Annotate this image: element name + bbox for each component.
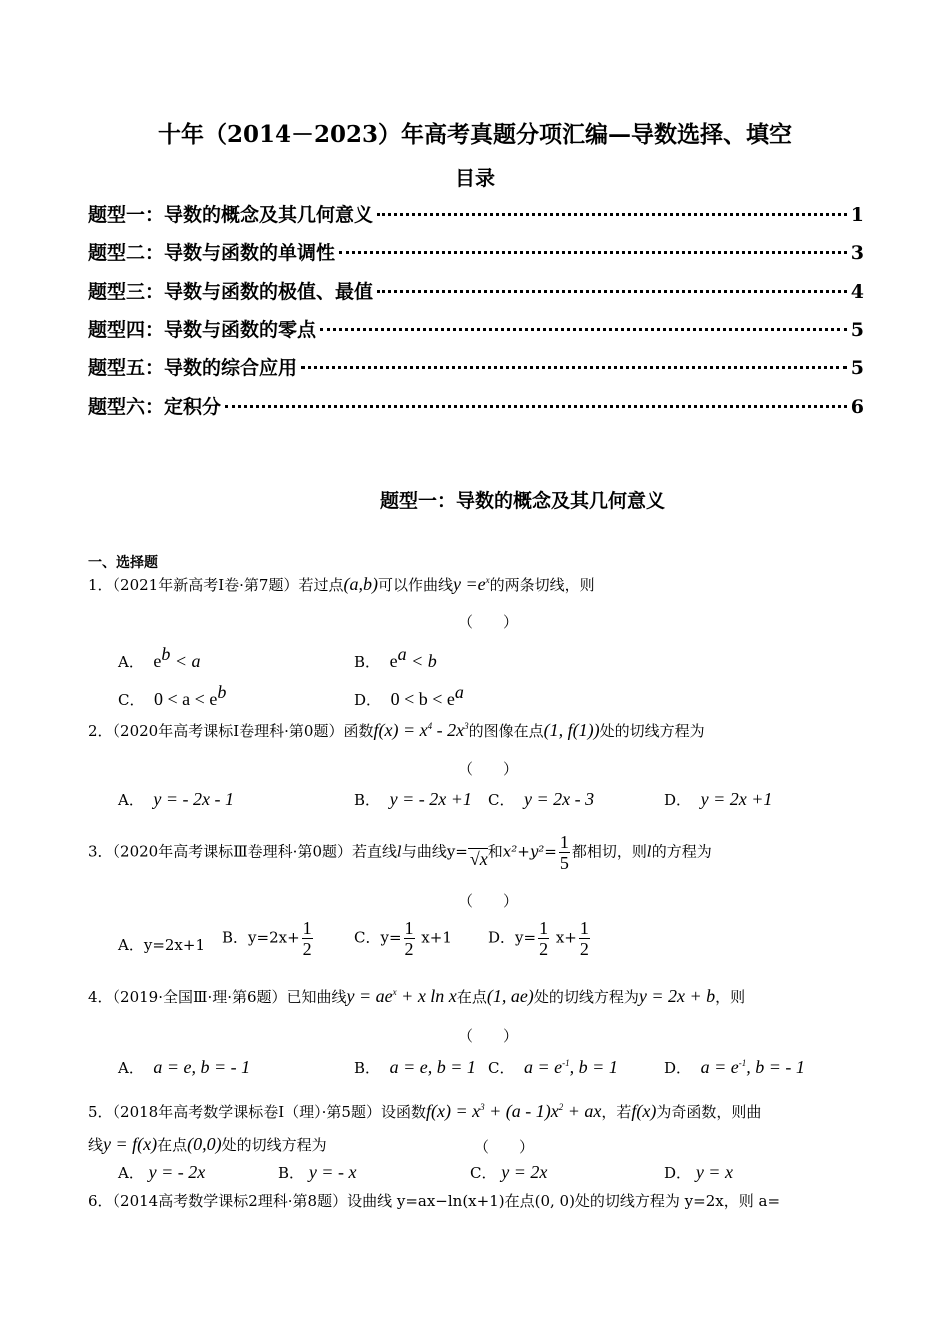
toc-item-page: 3 [850,242,864,264]
option-b[interactable]: B． y = - x [278,1162,357,1182]
toc-leader [225,405,847,408]
answer-blank: （ ） [458,1027,519,1045]
toc-item-label: 题型一：导数的概念及其几何意义 [88,204,374,226]
option-d[interactable]: D． $a = e^{-1}$, b = - 1 [664,1057,805,1077]
toc-leader [377,290,847,293]
toc-item-page: 4 [850,281,864,303]
toc-heading: 目录 [455,166,495,190]
option-d[interactable]: D． y = 2x +1 [664,789,773,809]
toc-item[interactable] [88,392,864,422]
option-c[interactable]: C．y= $\frac{1}{2}$ x+1 [354,918,452,959]
toc-item-page: 5 [850,357,864,379]
option-a[interactable]: A．y=2x+1 [118,936,206,954]
toc-item[interactable] [88,315,864,345]
document-title: 十年（2014－2023）年高考真题分项汇编—导数选择、填空 [157,121,793,148]
question-4: 4．（2019·全国Ⅲ·理·第6题）已知曲线$y = ae^x + x$ ln x在点(1, ae)处的切线方程为y = 2x + b，则 [88,986,746,1006]
question-5: 5．（2018年高考数学课标卷Ⅰ（理）·第5题）设函数$f(x) = x^3 + (a - 1)x^2$ + ax，若f(x)为奇函数，则曲 [88,1101,762,1121]
option-a[interactable]: A． y = - 2x [118,1162,206,1182]
answer-blank: （ ） [458,760,519,778]
option-b[interactable]: B． $e^a < b$ [354,644,437,671]
option-b[interactable]: B． a = e, b = 1 [354,1057,476,1077]
toc-item-page: 5 [850,319,864,341]
toc-item-page: 1 [850,204,864,226]
question-3: 3．（2020年高考课标Ⅲ卷理科·第0题）若直线l与曲线y= √x和x²+y²= $\frac{1}{5}$ 都相切，则l的方程为 [88,832,712,873]
option-a[interactable]: A． y = - 2x - 1 [118,789,235,809]
question-1: 1．（2021年新高考Ⅰ卷·第7题）若过点(a,b)可以作曲线$y =e^x$的两条切线，则 [88,574,595,594]
toc-item-label: 题型三：导数与函数的极值、最值 [88,281,374,303]
toc-item[interactable] [88,238,864,268]
toc-item[interactable] [88,277,864,307]
section-subheading: 一、选择题 [88,554,158,570]
section-title: 题型一：导数的概念及其几何意义 [379,490,665,512]
question-6: 6．（2014高考数学课标2理科·第8题）设曲线 y=ax−ln(x+1)在点(0, 0)处的切线方程为 y=2x，则 a= [88,1192,781,1210]
toc-item[interactable] [88,200,864,230]
toc-item-label: 题型二：导数与函数的单调性 [88,242,336,264]
question-5-line-2: 线y = f(x)在点(0,0)处的切线方程为 [88,1134,327,1154]
option-b[interactable]: B． y = - 2x +1 [354,789,472,809]
option-c[interactable]: C． $a = e^{-1}$, b = 1 [488,1057,618,1077]
question-2: 2．（2020年高考课标Ⅰ卷理科·第0题）函数$f(x) = x^4 - 2x^3$的图像在点(1, f(1))处的切线方程为 [88,720,705,740]
answer-blank: （ ） [458,613,519,631]
toc-leader [301,366,847,369]
option-d[interactable]: D．y= $\frac{1}{2}$ x+ $\frac{1}{2}$ [488,918,589,959]
answer-blank: （ ） [474,1138,535,1156]
toc-item-label: 题型六：定积分 [88,396,222,418]
answer-blank: （ ） [458,892,519,910]
fraction: $\frac{1}{5}$ [559,832,569,873]
toc-leader [320,328,847,331]
sqrt-expression: √x [469,848,488,869]
toc-item-label: 题型五：导数的综合应用 [88,357,298,379]
toc-item-page: 6 [850,396,864,418]
toc-item[interactable] [88,353,864,383]
option-a[interactable]: A． a = e, b = - 1 [118,1057,251,1077]
option-c[interactable]: C． y = 2x [470,1162,548,1182]
toc-leader [339,251,847,254]
toc-item-label: 题型四：导数与函数的零点 [88,319,317,341]
option-c[interactable]: C． $0 < a < e^b$ [118,682,227,709]
toc-leader [377,213,847,216]
option-a[interactable]: A． $e^b < a$ [118,644,201,671]
option-d[interactable]: D． y = x [664,1162,733,1182]
option-c[interactable]: C． y = 2x - 3 [488,789,595,809]
option-b[interactable]: B．y=2x+ $\frac{1}{2}$ [222,918,312,959]
option-d[interactable]: D． $0 < b < e^a$ [354,682,464,709]
